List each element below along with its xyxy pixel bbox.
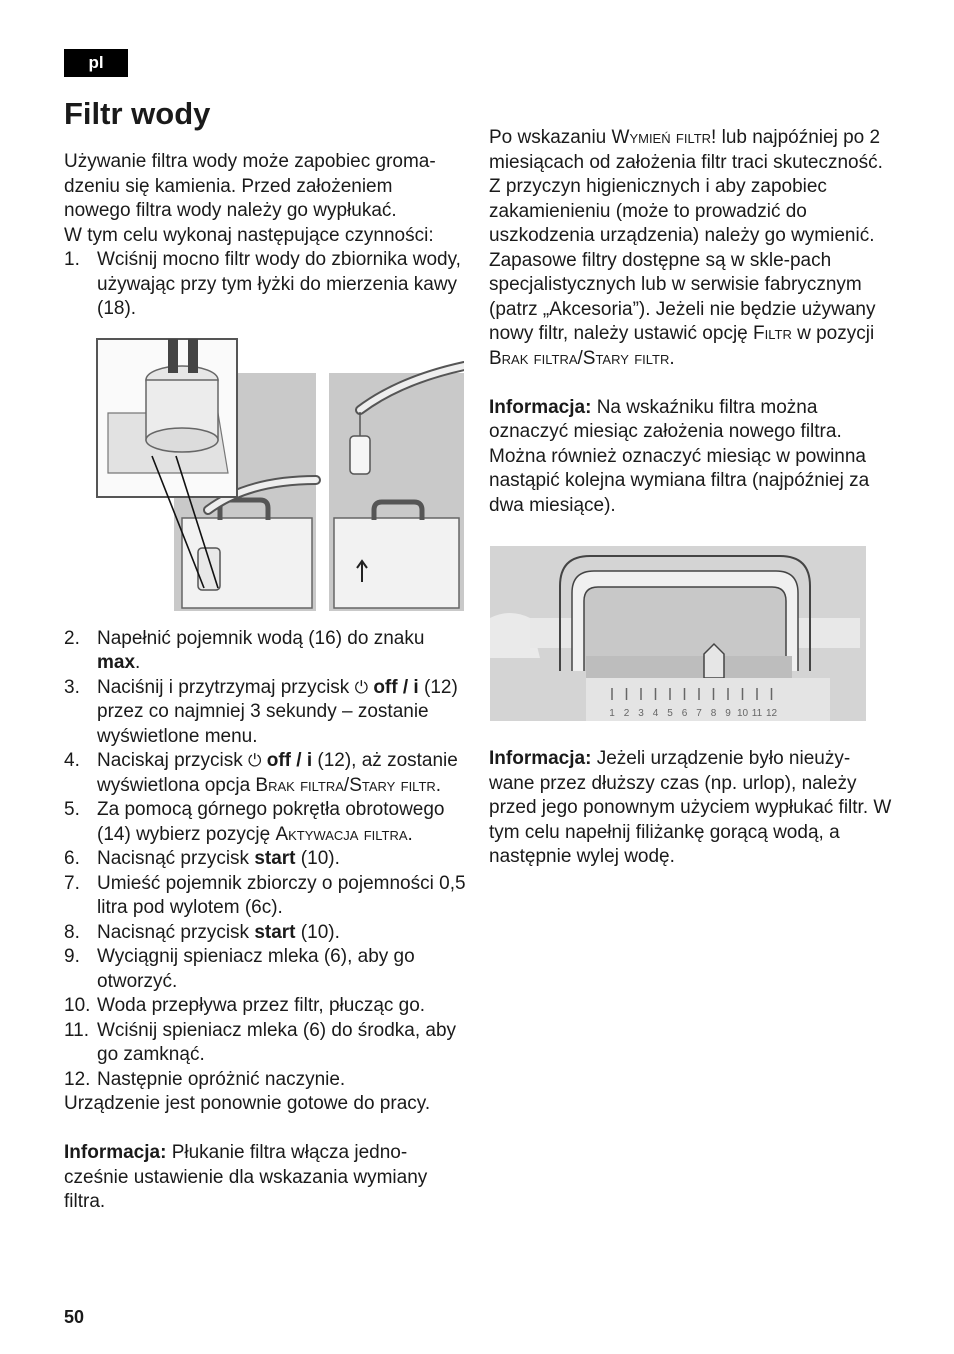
- menu-option-text: Filtr: [753, 323, 792, 344]
- step-number: 5.: [64, 799, 80, 820]
- intro-line: W tym celu wykonaj następujące czynności:: [64, 224, 434, 246]
- step-text-end: (10).: [295, 921, 340, 943]
- step-number: 8.: [64, 921, 80, 943]
- menu-option-text: Brak filtra/Stary filtr: [255, 774, 436, 796]
- info-text: Płukanie filtra włącza jedno-cześnie ustawienie dla wskazania wymiany filtra.: [64, 1142, 428, 1212]
- step-bold: start: [254, 848, 296, 869]
- filter-insertion-image: [96, 338, 464, 611]
- info-note-rinse: [64, 1141, 469, 1215]
- info-note-month: [489, 396, 894, 519]
- step-number: 12.: [64, 1068, 91, 1090]
- info-text: Na wskaźniku filtra można oznaczyć miesiąc założenia nowego filtra. Można również oznaczyć miesiąc w powinna nastąpić kolejna wymiana filtra (najpóźniej za dwa miesiące).: [489, 396, 870, 516]
- step-3: [64, 676, 469, 750]
- replacement-paragraph: [489, 126, 894, 249]
- info-label: Informacja:: [64, 1142, 167, 1163]
- menu-option-text: Brak filtra/Stary filtr: [489, 347, 670, 369]
- dial-month-number: 11: [751, 708, 763, 719]
- step-number: 4.: [64, 750, 80, 771]
- dial-month-number: 10: [736, 708, 749, 719]
- step-text: Umieść pojemnik zbiorczy o pojemności 0,5 litra pod wylotem (6c).: [97, 872, 466, 918]
- step-number: 2.: [64, 627, 80, 649]
- intro-line: dzeniu się kamienia. Przed założeniem: [64, 175, 393, 197]
- step-6: [64, 847, 469, 872]
- dial-month-number: 1: [609, 708, 615, 719]
- text-part: lub najpóźniej po 2 miesiącach od założenia filtr traci skuteczność. Z przyczyn higienicznych i aby zapobiec zakamienieniu (może to prowadzić do uszkodzenia urządzenia) należy go wymienić.: [489, 127, 883, 246]
- step-number: 11.: [64, 1019, 90, 1041]
- menu-option-text: Aktywacja filtra: [275, 823, 408, 845]
- filter-insertion-illustration: [96, 338, 464, 611]
- filter-month-image: [490, 546, 866, 721]
- steps-list-rest: [64, 627, 469, 1093]
- intro-line: nowego filtra wody należy go wypłukać.: [64, 200, 397, 221]
- intro-line: Używanie filtra wody może zapobiec groma-: [64, 151, 436, 172]
- step-1: [64, 248, 469, 322]
- step-2: [64, 627, 469, 676]
- text-part: w pozycji: [791, 323, 875, 344]
- step-text-end: .: [407, 823, 413, 845]
- right-column: [489, 126, 894, 870]
- step-text-end: (12) przez co najmniej 3 sekundy – zostanie wyświetlone menu.: [97, 676, 458, 747]
- step-text: Naciskaj przycisk: [97, 750, 248, 771]
- step-text: Wciśnij mocno filtr wody do zbiornika wody, używając przy tym łyżki do mierzenia kawy (18).: [97, 249, 461, 319]
- step-text-mid: (12), aż zostanie wyświetlona opcja: [97, 750, 458, 796]
- dial-month-number: 5: [667, 708, 673, 719]
- filter-month-illustration: [490, 546, 866, 721]
- dial-month-number: 4: [652, 708, 659, 719]
- step-number: 10.: [64, 995, 91, 1016]
- step-text-end: (10).: [295, 848, 340, 869]
- step-text: Wyciągnij spieniacz mleka (6), aby go otworzyć.: [97, 946, 415, 992]
- text-part: Po wskazaniu: [489, 127, 612, 148]
- text-part: Zapasowe filtry dostępne są w skle-pach specjalistycznych lub w serwisie fabrycznym (patrz „Akcesoria”). Jeżeli nie będzie używany nowy filtr, należy ustawić opcję: [489, 249, 876, 344]
- left-column: [64, 150, 469, 1215]
- step-7: [64, 872, 469, 921]
- dial-month-number: 2: [623, 708, 630, 719]
- info-label: Informacja:: [489, 396, 592, 418]
- step-text: Wciśnij spieniacz mleka (6) do środka, aby go zamknąć.: [97, 1019, 457, 1065]
- step-text: Woda przepływa przez filtr, płucząc go.: [97, 995, 426, 1016]
- step-number: 9.: [64, 946, 80, 967]
- step-5: [64, 798, 469, 847]
- power-icon: ⏻: [247, 751, 262, 770]
- step-text: Następnie opróżnić naczynie.: [97, 1068, 346, 1090]
- step-number: 1.: [64, 249, 80, 270]
- step-text: Za pomocą górnego pokrętła obrotowego (14) wybierz pozycję: [97, 799, 445, 845]
- language-badge: pl: [64, 49, 128, 77]
- step-number: 6.: [64, 848, 80, 869]
- step-text: Naciśnij i przytrzymaj przycisk: [97, 676, 355, 698]
- step-number: 3.: [64, 676, 80, 698]
- step-bold: start: [254, 921, 296, 943]
- power-icon: ⏻: [354, 677, 369, 697]
- step-text-end: .: [435, 774, 442, 796]
- dial-month-number: 12: [765, 708, 778, 719]
- step-8: [64, 921, 469, 946]
- display-message: Wymień filtr!: [611, 127, 717, 148]
- step-text-end: .: [135, 652, 141, 673]
- step-text: Nacisnąć przycisk: [97, 848, 255, 869]
- info-note-unused: [489, 747, 894, 870]
- dial-month-number: 3: [638, 708, 644, 719]
- step-text: Napełnić pojemnik wodą (16) do znaku: [97, 627, 425, 649]
- step-4: [64, 749, 469, 798]
- page-number: 50: [64, 1307, 85, 1327]
- step-text: Nacisnąć przycisk: [97, 921, 255, 943]
- dial-month-number: 9: [725, 708, 731, 719]
- step-bold: max: [97, 652, 136, 673]
- dial-month-number: 6: [681, 708, 688, 719]
- spare-filters-paragraph: [489, 249, 894, 372]
- step-bold: off / i: [373, 676, 419, 698]
- info-text: Jeżeli urządzenie było nieuży-wane przez dłuższy czas (np. urlop), należy przed jego ponownym użyciem wypłukać filtr. W tym celu napełnij filiżankę gorącą wodą, a następnie wylej wodę.: [489, 748, 892, 867]
- step-9: [64, 945, 469, 994]
- dial-month-number: 7: [696, 708, 702, 719]
- ready-text: Urządzenie jest ponownie gotowe do pracy.: [64, 1093, 431, 1114]
- text-part: .: [669, 347, 675, 369]
- page-title: Filtr wody: [64, 96, 211, 131]
- step-bold: off / i: [266, 750, 313, 771]
- dial-month-number: 8: [710, 708, 717, 719]
- hanging-filter: [350, 436, 370, 474]
- info-label: Informacja:: [489, 748, 592, 769]
- water-tank-right: [334, 518, 459, 608]
- step-number: 7.: [64, 872, 80, 894]
- step-12: [64, 1068, 469, 1093]
- step-11: [64, 1019, 469, 1068]
- steps-list-start: [64, 248, 469, 322]
- step-10: [64, 994, 469, 1019]
